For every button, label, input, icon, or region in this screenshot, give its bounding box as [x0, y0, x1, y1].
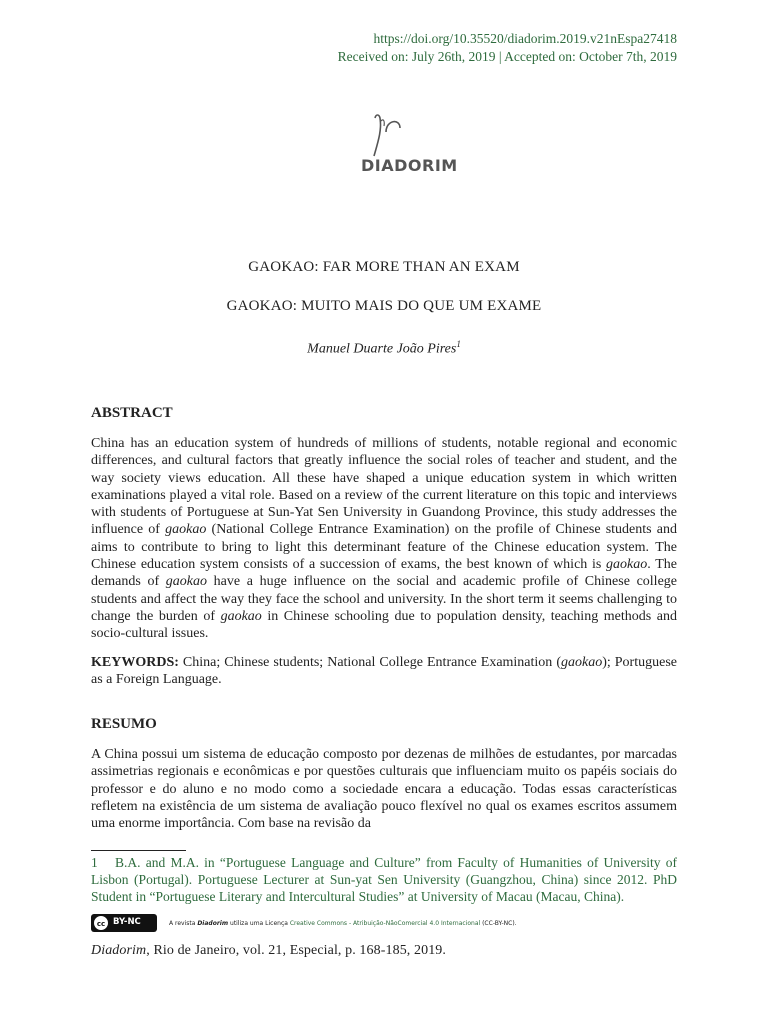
title-portuguese: GAOKAO: MUITO MAIS DO QUE UM EXAME — [226, 298, 542, 314]
resumo-heading: RESUMO — [91, 716, 157, 732]
author-name: Manuel Duarte João Pires — [307, 341, 457, 357]
cc-by-nc-badge[interactable] — [91, 914, 157, 932]
resumo-text: A China possui um sistema de educação composto por dezenas de milhões de estudantes, por marcadas assimetrias regionais e econômicas e por questões culturais que influenciam muito os papéis sociais do professor e do aluno e no modo como a sociedade encara a educação. Todas essas características refletem na existência de um sistema de avaliação pouco flexível no qual os exames escritos assumem uma enorme importância. Com base na revisão da — [91, 747, 677, 832]
license-statement: A revista Diadorim utiliza uma Licença Creative Commons - Atribuição-NãoComercial 4.0 Internacional (CC-BY-NC). — [169, 920, 517, 927]
license-bar — [91, 914, 677, 932]
footnote — [91, 854, 677, 905]
article-header — [338, 30, 677, 66]
abstract-text: China has an education system of hundreds of millions of students, notable regional and economic differences, and cultural factors that greatly influence the social roles of teacher and student, and the way society views education. All these have shaped a unique education system in which written examinations played a vital role. Based on a review of the current literature on this topic and interviews with students of Portuguese at Sun-Yat Sen University in Guandong Province, this study addresses the influence of gaokao (National College Entrance Examination) on the profile of Chinese students and aims to contribute to bring to light this determinant feature of the Chinese education system. The Chinese education system consists of a succession of exams, the best known of which is gaokao. The demands of gaokao have a huge influence on the social and academic profile of Chinese college students and affect the way they face the school and university. In the short term it seems challenging to change the burden of gaokao in Chinese schooling due to population density, teaching methods and socio-cultural issues. — [91, 436, 678, 642]
license-badge-label: BY-NC — [113, 917, 141, 927]
abstract-heading: ABSTRACT — [91, 405, 173, 421]
received-accepted-dates: Received on: July 26th, 2019 | Accepted on: October 7th, 2019 — [337, 49, 677, 64]
author-line — [91, 339, 677, 358]
keywords: KEYWORDS: China; Chinese students; National College Entrance Examination (gaokao); Portuguese as a Foreign Language. — [91, 655, 677, 688]
logo-wordmark: DIADORIM — [361, 156, 458, 175]
creative-commons-icon: cc — [94, 916, 108, 930]
citation-footer — [91, 943, 446, 959]
doi-link[interactable]: https://doi.org/10.35520/diadorim.2019.v21nEspa27418 — [373, 31, 677, 46]
footnote-text: B.A. and M.A. in “Portuguese Language and Culture” from Faculty of Humanities of University of Lisbon (Portugal). Portuguese Lecturer at Sun-yat Sen University (Guangzhou, China) since 2012. PhD Student in “Portuguese Literary and Intercultural Studies” at University of Macau (Macau, China). — [91, 855, 677, 904]
footer-citation: , Rio de Janeiro, vol. 21, Especial, p. 168-185, 2019. — [146, 943, 446, 958]
author-footnote-mark[interactable]: 1 — [456, 339, 461, 349]
resumo-container — [91, 746, 677, 835]
journal-logo — [91, 112, 677, 182]
title-english: GAOKAO: FAR MORE THAN AN EXAM — [248, 259, 520, 275]
license-link[interactable]: Creative Commons - Atribuição-NãoComercial 4.0 Internacional — [289, 920, 481, 927]
footer-journal: Diadorim — [91, 943, 147, 958]
footnote-separator — [91, 850, 186, 851]
footnote-number: 1 — [91, 855, 98, 870]
diadorim-logo-icon — [356, 112, 416, 162]
keywords-label: KEYWORDS: — [91, 655, 179, 670]
page — [91, 0, 677, 1024]
